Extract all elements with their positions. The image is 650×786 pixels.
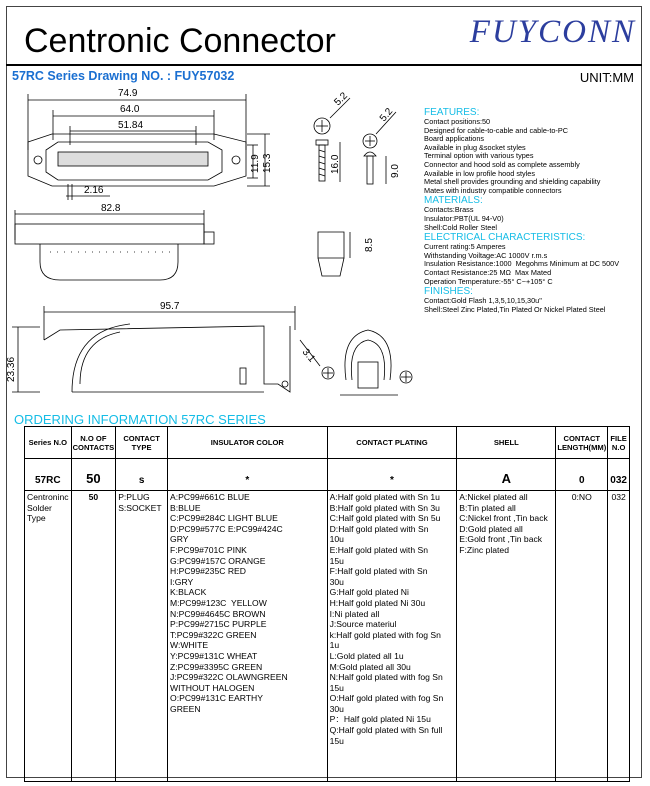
contact-plating-option: 15u [329, 555, 344, 566]
contact-plating-option: D:Half gold plated with Sn [329, 523, 429, 534]
contact-plating-option: P：Half gold plated Ni 15u [329, 714, 431, 725]
code-plating: * [327, 459, 457, 491]
contact-plating-option: A:Half gold plated with Sn 1u [329, 492, 440, 502]
features-list [424, 118, 644, 195]
dim-5-2-a: 5.2 [332, 90, 350, 109]
shell-option: B:Tin plated all [459, 502, 516, 513]
series-drawing-number: 57RC Series Drawing NO. : FUY57032 [12, 69, 235, 83]
insulator-color-option: B:BLUE [170, 502, 201, 513]
shell-option: A:Nickel plated all [459, 492, 528, 502]
ordering-title: ORDERING INFORMATION 57RC SERIES [14, 412, 266, 427]
body-length: 0:NO [556, 491, 608, 782]
electrical-item: Operation Temperature:-55° C~+105° C [424, 276, 553, 286]
contact-plating-option: L:Gold plated all 1u [329, 650, 404, 661]
electrical-item: Current rating:5 Amperes [424, 242, 506, 252]
feature-item: Mates with industry compatible connectors [424, 185, 562, 195]
finishes-list [424, 297, 644, 314]
contact-plating-option: 30u [329, 703, 344, 714]
insulator-color-option: C:PC99#284C LIGHT BLUE [170, 513, 278, 524]
brand-logo: FUYCONN [469, 14, 636, 50]
dim-9-0: 9.0 [390, 164, 401, 178]
contact-plating-option: E:Half gold plated with Sn [329, 544, 429, 555]
contact-plating-option: N:Half gold plated with fog Sn [329, 672, 443, 683]
dim-64-0: 64.0 [120, 104, 140, 115]
code-row [25, 459, 630, 491]
insulator-color-option: A:PC99#661C BLUE [170, 492, 250, 502]
contact-plating-option: F:Half gold plated with Sn [329, 566, 428, 577]
shell-option: D:Gold plated all [459, 523, 523, 534]
contact-plating-option: M:Gold plated all 30u [329, 661, 411, 672]
feature-item: Available in low profile hood styles [424, 168, 536, 178]
code-type: s [116, 459, 168, 491]
code-shell: A [457, 459, 556, 491]
electrical-list [424, 243, 644, 286]
features-heading: FEATURES: [424, 107, 480, 118]
insulator-color-option: Z:PC99#3395C GREEN [170, 661, 263, 672]
feature-item: Contact positions:50 [424, 117, 491, 126]
feature-item: Connector and hood sold as complete assembly [424, 159, 580, 169]
col-contacts: N.O OF CONTACTS [71, 427, 116, 459]
unit-label: UNIT:MM [579, 70, 634, 85]
insulator-color-option: GRY [170, 534, 189, 545]
code-series: 57RC [25, 459, 72, 491]
contact-type-option: S:SOCKET [118, 502, 162, 513]
side-view [15, 210, 214, 280]
dim-95-7: 95.7 [160, 301, 180, 312]
dim-15-3: 15.3 [262, 153, 273, 173]
body-plating-list [327, 491, 457, 782]
contact-plating-option: 1u [329, 640, 340, 651]
insulator-color-option: W:WHITE [170, 640, 209, 651]
dim-3-1: 3.1 [299, 346, 318, 365]
material-item: Insulator:PBT(UL 94-V0) [424, 213, 504, 223]
dim-74-9: 74.9 [118, 88, 138, 99]
body-type-list [116, 491, 168, 782]
clip-view [300, 330, 412, 395]
contact-plating-option: I:Ni plated all [329, 608, 380, 619]
code-file: 032 [608, 459, 630, 491]
features-panel [424, 107, 644, 314]
ordering-table [24, 426, 630, 782]
feature-item: Metal shell provides grounding and shielding capability [424, 177, 601, 187]
body-shell-list [457, 491, 556, 782]
feature-item: Designed for cable-to-cable and cable-to-PC [424, 125, 568, 135]
electrical-item: Withstanding Voiltage:AC 1000V r.m.s [424, 250, 548, 260]
code-contacts: 50 [71, 459, 116, 491]
finish-item: Shell:Steel Zinc Plated,Tin Plated Or Nickel Plated Steel [424, 304, 606, 314]
contact-plating-option: 10u [329, 534, 344, 545]
latch-view [318, 232, 350, 276]
col-plating: CONTACT PLATING [327, 427, 457, 459]
contact-plating-option: C:Half gold plated with Sn 5u [329, 513, 441, 524]
finish-item: Contact:Gold Flash 1,3,5,10,15,30u" [424, 296, 542, 306]
col-length: CONTACT LENGTH(MM) [556, 427, 608, 459]
contact-type-option: P:PLUG [118, 492, 150, 502]
contact-plating-option: Q:Half gold plated with Sn full [329, 725, 443, 736]
col-series: Series N.O [25, 427, 72, 459]
materials-list [424, 206, 644, 232]
feature-item: Terminal option with various types [424, 151, 534, 161]
electrical-item: Contact Resistance:25 MΩ Max Mated [424, 267, 552, 277]
material-item: Contacts:Brass [424, 205, 474, 215]
front-view [28, 94, 270, 200]
insulator-color-option: H:PC99#235C RED [170, 566, 246, 577]
insulator-color-option: D:PC99#577C E:PC99#424C [170, 523, 283, 534]
insulator-color-option: N:PC99#4645C BROWN [170, 608, 266, 619]
feature-item: Available in plug &socket styles [424, 142, 526, 152]
header-row [25, 427, 630, 459]
code-length: 0 [556, 459, 608, 491]
contact-plating-option: O:Half gold plated with fog Sn [329, 693, 444, 704]
insulator-color-option: Y:PC99#131C WHEAT [170, 650, 258, 661]
contact-plating-option: k:Half gold plated with fog Sn [329, 629, 441, 640]
dim-2-16: 2.16 [84, 185, 104, 196]
page-title: Centronic Connector [24, 22, 336, 60]
dim-8-5: 8.5 [364, 238, 375, 252]
dim-82-8: 82.8 [101, 203, 121, 214]
insulator-color-option: GREEN [170, 703, 201, 714]
materials-heading: MATERIALS: [424, 195, 483, 207]
material-item: Shell:Cold Roller Steel [424, 222, 498, 232]
insulator-color-option: M:PC99#123C YELLOW [170, 597, 267, 608]
body-contacts: 50 [71, 491, 116, 782]
insulator-color-option: I:GRY [170, 576, 194, 587]
insulator-color-option: F:PC99#701C PINK [170, 544, 247, 555]
contact-plating-option: 30u [329, 576, 344, 587]
contact-plating-option: B:Half gold plated with Sn 3u [329, 502, 440, 513]
contact-plating-option: J:Source materiul [329, 619, 397, 630]
insulator-color-option: G:PC99#157C ORANGE [170, 555, 266, 566]
hood-side-view [12, 306, 295, 392]
contact-plating-option: 15u [329, 735, 344, 746]
body-insulator-list [168, 491, 328, 782]
insulator-color-option: T:PC99#322C GREEN [170, 629, 257, 640]
dim-5-2-b: 5.2 [377, 106, 396, 124]
insulator-color-option: WITHOUT HALOGEN [170, 682, 255, 693]
shell-option: C:Nickel front ,Tin back [459, 513, 548, 524]
col-file: FILE N.O [608, 427, 630, 459]
shell-option: E:Gold front ,Tin back [459, 534, 543, 545]
shell-option: F:Zinc plated [459, 544, 509, 555]
code-insulator: * [168, 459, 328, 491]
insulator-color-option: O:PC99#131C EARTHY [170, 693, 263, 704]
electrical-heading: ELECTRICAL CHARACTERISTICS: [424, 232, 586, 244]
contact-plating-option: 15u [329, 682, 344, 693]
contact-plating-option: H:Half gold plated Ni 30u [329, 597, 426, 608]
dimension-labels [6, 88, 401, 382]
feature-item: Board applications [424, 134, 485, 144]
dim-11-9: 11.9 [250, 154, 261, 173]
col-shell: SHELL [457, 427, 556, 459]
col-type: CONTACT TYPE [116, 427, 168, 459]
electrical-item: Insulation Resistance:1000 Megohms Minimum at DC 500V [424, 259, 620, 269]
finishes-heading: FINISHES: [424, 286, 473, 298]
dim-51-84: 51.84 [118, 120, 144, 131]
insulator-color-option: K:BLACK [170, 587, 207, 598]
contact-plating-option: G:Half gold plated Ni [329, 587, 409, 598]
col-insulator: INSULATOR COLOR [168, 427, 328, 459]
dim-16-0: 16.0 [330, 154, 341, 174]
insulator-color-option: P:PC99#2715C PURPLE [170, 619, 267, 630]
dim-23-36: 23.36 [6, 356, 17, 382]
options-row [25, 491, 630, 782]
body-series: Centroninc Solder Type [25, 491, 72, 782]
body-file: 032 [608, 491, 630, 782]
insulator-color-option: J:PC99#322C OLAWNGREEN [170, 672, 288, 683]
